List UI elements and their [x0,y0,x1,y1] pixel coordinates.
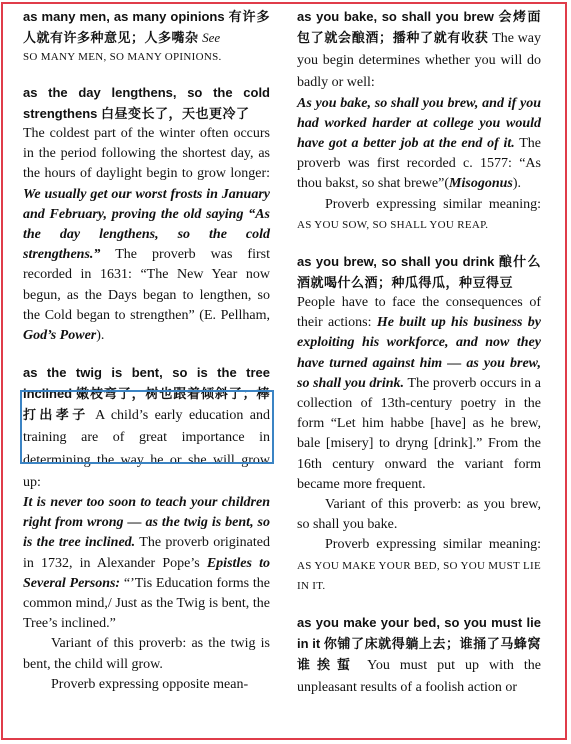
headword: as the day lengthens, so the cold strengthens [23,85,270,121]
cross-reference: SO MANY MEN, SO MANY OPINIONS. [23,51,222,63]
opposite-note: Proverb expressing opposite mean- [51,676,249,692]
chinese-translation: 白昼变长了，天也更冷了 [101,106,250,121]
chinese-translation: 酿什么酒就喝什么酒；种瓜得瓜，种豆得豆 [297,254,541,291]
similar-reference: AS YOU MAKE YOUR BED, SO YOU MUST LIE IN IT. [297,559,541,592]
history-note: The proverb was first recorded in 1631: “The New Year now begun, as the Days began to lengthen, so the Cold began to strengthen” (E. Pellham, [23,247,270,323]
entry-as-you-brew [297,251,541,596]
definition: A child’s early education and training are of great importance in determining the way he or she will grow up: [23,408,270,490]
history-note: The proverb was first recorded c. 1577: “As thou bakst, so shat brewe”( [297,136,542,192]
example-sentence: It is never too soon to teach your children right from wrong — as the twig is bent, so is the tree inclined. [23,495,270,551]
example-sentence: We usually get our worst frosts in January and February, proving the old saying “As the day lengthens, so the cold strengthens.” [23,186,270,263]
history-note: The proverb occurs in a collection of 13th-century poetry in the form “Let him habbe [have] as he brew, bale [misery] to dryng [drink].” From the 16th century onward the variant form became more frequent. [297,375,541,492]
source-title: Epistles to Several Persons: [23,555,270,591]
definition: The way you begin determines whether you will do badly or well: [297,31,541,91]
headword: as the twig is bent, so is the tree inclined [23,365,270,402]
entry-as-you-bake [297,6,541,235]
variant-note: Variant of this proverb: as the twig is bent, the child will grow. [23,636,270,672]
headword: as you brew, so shall you drink [297,254,495,270]
definition: The coldest part of the winter often occurs in the period following the shortest day, as the hours of daylight begin to grow longer: [23,126,270,182]
headword: as many men, as many opinions [23,9,225,24]
entry-as-many-men [23,6,270,66]
entry-day-lengthens [23,82,270,346]
similar-note: Proverb expressing similar meaning: [325,196,541,212]
source-title: Misogonus [449,176,513,192]
history-end: ). [96,328,105,344]
source-title: God’s Power [23,328,97,344]
example-sentence: He built up his business by exploiting his workforce, and now they have turned against him — as you brew, so shall you drink. [297,315,542,391]
chinese-translation: 有许多人就有许多种意见；人多嘴杂 [23,9,270,45]
left-column [23,6,270,695]
chinese-translation: 嫩枝弯了，树也跟着倾斜了；棒打出孝子 [23,386,270,423]
history-quote: “’Tis Education forms the common mind,/ Just as the Twig is bent, the Tree’s inclined.” [23,575,271,632]
similar-reference: AS YOU SOW, SO SHALL YOU REAP. [297,218,489,231]
similar-note: Proverb expressing similar meaning: [325,537,541,553]
entry-twig-is-bent [23,362,270,695]
definition: People have to face the consequences of their actions: [297,295,541,331]
definition: You must put up with the unpleasant results of a foolish action or [297,658,541,696]
history-note: The proverb originated in 1732, in Alexander Pope’s [23,535,270,571]
see-label: See [202,30,221,45]
headword: as you bake, so shall you brew [297,9,494,24]
history-end: ). [512,176,522,192]
headword: as you make your bed, so you must lie in it [297,615,541,652]
entry-make-your-bed [297,612,541,698]
chinese-translation: 你铺了床就得躺上去；谁捅了马蜂窝谁挨蜇 [297,636,541,673]
variant-note: Variant of this proverb: as you brew, so shall you bake. [297,497,541,533]
chinese-translation: 会烤面包了就会酿酒；播种了就有收获 [297,9,541,45]
example-sentence: As you bake, so shall you brew, and if you had worked harder at college you would have got a better job at the end of it. [297,95,541,152]
right-column [297,6,541,698]
